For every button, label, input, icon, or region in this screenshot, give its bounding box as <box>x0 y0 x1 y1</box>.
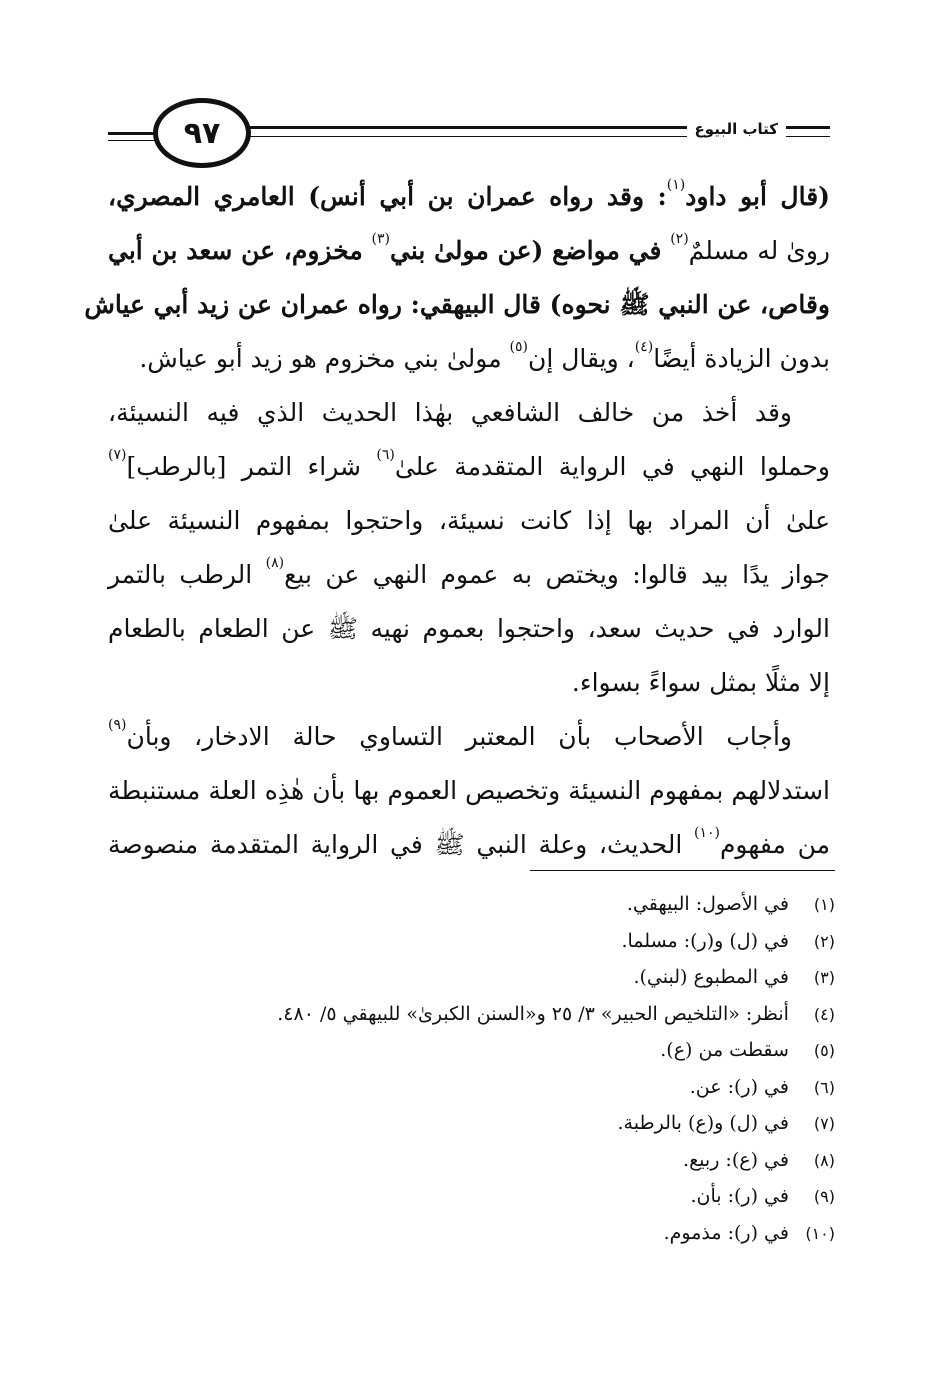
header-rule-left-thick <box>108 132 158 135</box>
footnote-number: (٩) <box>813 1187 835 1206</box>
text-segment: إلا مثلًا بمثل سواءً بسواء. <box>571 668 830 697</box>
footnote-ref: (١٠) <box>693 825 720 841</box>
text-line <box>108 494 830 548</box>
footnote-number: (٦) <box>813 1077 835 1097</box>
page-header <box>108 92 830 168</box>
text-segment: علیٰ أن المراد بها إذا كانت نسيئة، واحتجوا بمفهوم النسيئة علیٰ <box>108 506 830 535</box>
footnote-text: في (ر): مذموم. <box>663 1221 789 1244</box>
footnote-number: (٢) <box>813 931 835 951</box>
footnote-number: (٣) <box>813 968 835 987</box>
text-segment: شراء التمر [بالرطب] <box>126 452 377 481</box>
running-head: كتاب البيوع <box>687 120 786 138</box>
footnote-number: (٥) <box>813 1041 835 1060</box>
footnote-ref: (٩) <box>108 717 127 733</box>
footnote-ref: (٦) <box>376 447 395 463</box>
text-segment: مخزوم، عن سعد بن أبي <box>108 236 372 265</box>
text-segment: (قال أبو داود <box>685 182 830 211</box>
footnote-ref: (١) <box>666 177 686 193</box>
text-line <box>108 818 830 872</box>
text-segment: وقاص، عن النبي ﷺ نحوه) قال البيهقي: رواه عمران عن زيد أبي عياش <box>84 290 830 319</box>
footnote-text: في (ع): ربيع. <box>683 1148 789 1171</box>
footnote <box>135 1142 835 1179</box>
footnote-text: في (ر): عن. <box>689 1075 789 1098</box>
text-segment: وأجاب الأصحاب بأن المعتبر التساوي حالة الادخار، وبأن <box>126 722 792 751</box>
text-segment: في مواضع (عن مولیٰ بني <box>389 236 671 265</box>
text-segment: بدون الزيادة أيضًا <box>653 344 830 373</box>
footnote-ref: (٤) <box>634 339 654 355</box>
footnote <box>135 996 835 1033</box>
text-segment: من مفهوم <box>719 830 831 859</box>
footnote <box>135 1032 835 1069</box>
footnote-ref: (٥) <box>509 339 529 355</box>
text-line <box>108 710 830 764</box>
footnote-text: في (ر): بأن. <box>690 1185 789 1207</box>
footnote-ref: (٣) <box>371 231 390 247</box>
text-line <box>108 602 830 656</box>
footnote-number: (٧) <box>813 1114 835 1133</box>
text-segment: جواز يدًا بيد قالوا: ويختص به عموم النهي عن بيع <box>284 560 831 589</box>
footnote-number: (٤) <box>813 1004 835 1024</box>
footnote <box>135 959 835 996</box>
footnote-number: (١) <box>813 895 835 914</box>
text-segment: : وقد رواه عمران بن أبي أنس) العامري المصري، <box>108 182 667 211</box>
text-segment: مولیٰ بني مخزوم هو زيد أبو عياش. <box>139 344 510 373</box>
text-line <box>108 224 830 278</box>
footnote-ref: (٧) <box>108 447 127 463</box>
header-rule-left-thin <box>108 140 158 141</box>
footnote <box>135 1215 835 1252</box>
text-segment: استدلالهم بمفهوم النسيئة وتخصيص العموم بها بأن هٰذِه العلة مستنبطة <box>108 776 830 805</box>
footnote-text: في (ل) و(ر): مسلما. <box>621 929 789 952</box>
text-segment: وحملوا النهي في الرواية المتقدمة علیٰ <box>394 452 831 481</box>
footnote-text: في (ل) و(ع) بالرطبة. <box>617 1112 789 1134</box>
footnote-number: (١٠) <box>805 1223 835 1243</box>
text-line <box>108 332 830 386</box>
footnote <box>135 1178 835 1215</box>
footnote-text: سقطت من (ع). <box>660 1039 789 1061</box>
footnote <box>135 886 835 923</box>
text-segment: ، ويقال إن <box>528 344 635 373</box>
main-text <box>84 170 831 872</box>
footnote <box>135 1105 835 1142</box>
footnote-ref: (٨) <box>265 555 285 571</box>
footnotes <box>135 886 835 1251</box>
footnote-text: في المطبوع (لبني). <box>633 966 789 988</box>
text-segment: الرطب بالتمر <box>108 560 266 589</box>
text-line <box>108 764 830 818</box>
footnote <box>135 1069 835 1106</box>
text-segment: الحديث، وعلة النبي ﷺ في الرواية المتقدمة منصوصة <box>108 830 694 859</box>
text-segment: الوارد في حديث سعد، واحتجوا بعموم نهيه ﷺ عن الطعام بالطعام <box>108 614 830 643</box>
footnote-ref: (٢) <box>670 231 689 247</box>
text-line <box>108 386 830 440</box>
footnote-text: أنظر: «التلخيص الحبير» ٣/ ٢٥ و«السنن الكبرىٰ» للبيهقي ٥/ ٤٨٠. <box>277 1002 789 1025</box>
text-line <box>108 440 830 494</box>
page-number: ٩٧ <box>153 98 251 168</box>
footnote-separator <box>530 870 835 871</box>
text-segment: رویٰ له مسلمٌ <box>688 236 830 265</box>
footnote-number: (٨) <box>813 1150 835 1170</box>
text-line <box>108 656 830 710</box>
text-line <box>108 548 830 602</box>
text-line <box>84 278 830 332</box>
footnote-text: في الأصول: البيهقي. <box>626 893 789 915</box>
text-line <box>108 170 830 224</box>
footnote <box>135 923 835 960</box>
text-segment: وقد أخذ من خالف الشافعي بهٰذا الحديث الذي فيه النسيئة، <box>108 398 792 427</box>
